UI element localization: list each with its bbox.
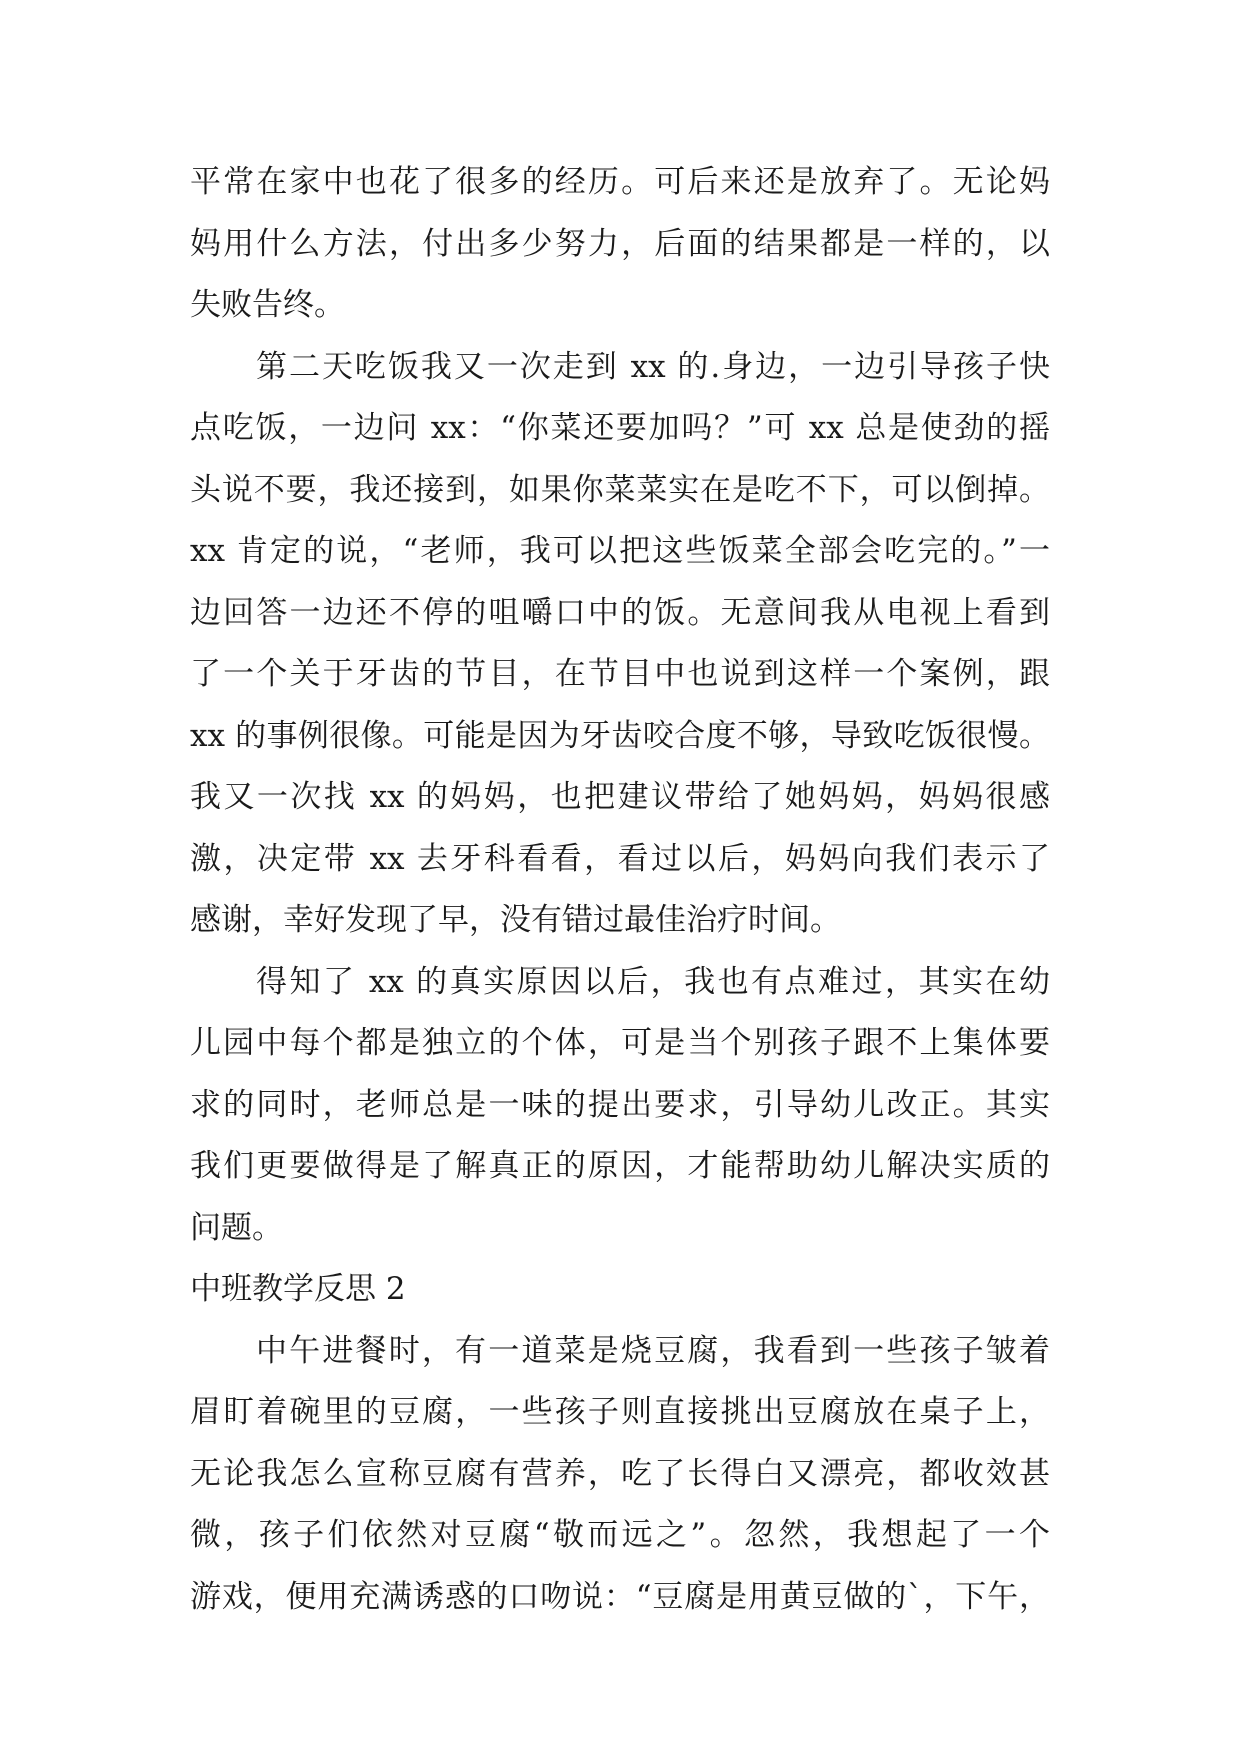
text-line: 游戏，便用充满诱惑的口吻说：“豆腐是用黄豆做的`，下午， — [190, 1578, 1050, 1615]
text-line: 儿园中每个都是独立的个体，可是当个别孩子跟不上集体要 — [190, 1025, 1050, 1061]
text-line: 边回答一边还不停的咀嚼口中的饭。无意间我从电视上看到 — [190, 594, 1050, 631]
text-line: 了一个关于牙齿的节目，在节目中也说到这样一个案例，跟 — [190, 656, 1050, 692]
text-line: 我又一次找 xx 的妈妈，也把建议带给了她妈妈，妈妈很感 — [190, 779, 1050, 815]
document-body — [190, 152, 1050, 1628]
text-line: 无论我怎么宣称豆腐有营养，吃了长得白又漂亮，都收效甚 — [190, 1455, 1050, 1492]
text-line: 感谢，幸好发现了早，没有错过最佳治疗时间。 — [190, 902, 841, 938]
text-line: 微，孩子们依然对豆腐“敬而远之”。忽然，我想起了一个 — [190, 1517, 1050, 1553]
paragraph-1 — [190, 152, 1050, 337]
text-line: 得知了 xx 的真实原因以后，我也有点难过，其实在幼 — [256, 963, 1050, 1000]
text-line: 问题。 — [190, 1209, 283, 1246]
text-line: 第二天吃饭我又一次走到 xx 的.身边，一边引导孩子快 — [256, 348, 1050, 385]
section-heading: 中班教学反思 2 — [190, 1271, 406, 1307]
text-line: 平常在家中也花了很多的经历。可后来还是放弃了。无论妈 — [190, 164, 1050, 200]
text-line: 中午进餐时，有一道菜是烧豆腐，我看到一些孩子皱着 — [256, 1332, 1050, 1369]
text-line: 点吃饭，一边问 xx：“你菜还要加吗？”可 xx 总是使劲的摇 — [190, 410, 1050, 446]
text-line: 求的同时，老师总是一味的提出要求，引导幼儿改正。其实 — [190, 1086, 1050, 1123]
text-line: xx 的事例很像。可能是因为牙齿咬合度不够，导致吃饭很慢。 — [190, 717, 1050, 754]
text-line: 失败告终。 — [190, 287, 345, 323]
paragraph-2 — [190, 337, 1050, 952]
paragraph-4 — [190, 1321, 1050, 1629]
text-line: 头说不要，我还接到，如果你菜菜实在是吃不下，可以倒掉。 — [190, 471, 1050, 508]
text-line: 妈用什么方法，付出多少努力，后面的结果都是一样的，以 — [190, 225, 1050, 262]
text-line: 眉盯着碗里的豆腐，一些孩子则直接挑出豆腐放在桌子上， — [190, 1394, 1050, 1430]
text-line: xx 肯定的说，“老师，我可以把这些饭菜全部会吃完的。”一 — [190, 533, 1050, 569]
paragraph-3 — [190, 952, 1050, 1260]
text-line: 我们更要做得是了解真正的原因，才能帮助幼儿解决实质的 — [190, 1148, 1050, 1184]
text-line: 激，决定带 xx 去牙科看看，看过以后，妈妈向我们表示了 — [190, 840, 1050, 877]
